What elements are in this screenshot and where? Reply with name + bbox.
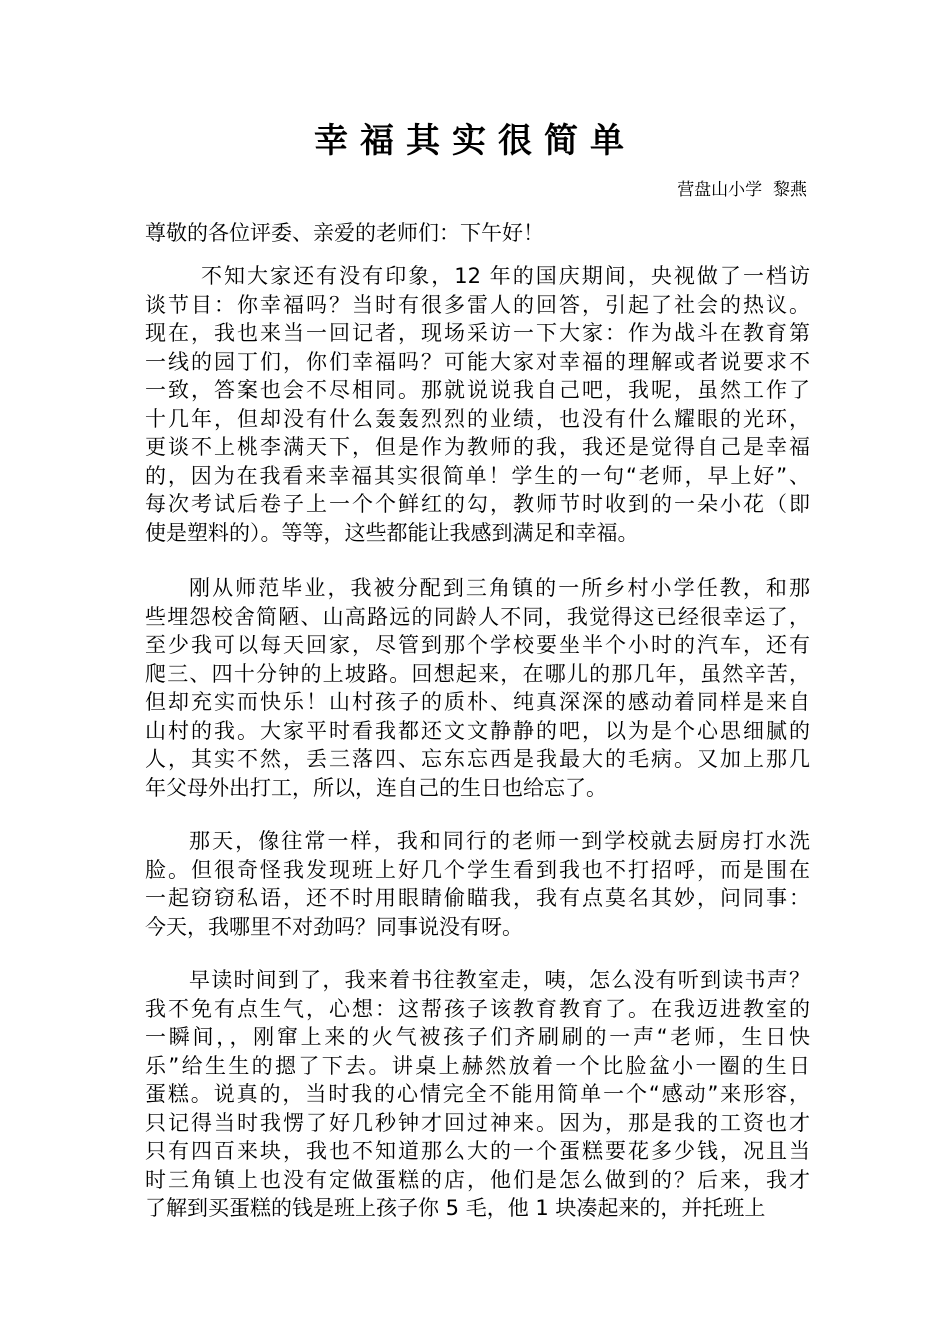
paragraph-line: 了解到买蛋糕的钱是班上孩子你 5 毛，他 1 块凑起来的，并托班上 xyxy=(145,1196,766,1220)
paragraph-3 xyxy=(145,827,810,941)
paragraph-line: 一起窃窃私语，还不时用眼睛偷瞄我，我有点莫名其妙，问同事： xyxy=(145,886,810,910)
paragraph-line: 谈节目：你幸福吗？当时有很多雷人的回答，引起了社会的热议。 xyxy=(145,292,810,317)
greeting: 尊敬的各位评委、亲爱的老师们：下午好！ xyxy=(145,221,544,245)
paragraph-line: 更谈不上桃李满天下，但是作为教师的我，我还是觉得自己是幸福 xyxy=(145,435,810,459)
paragraph-line: 一线的园丁们，你们幸福吗？可能大家对幸福的理解或者说要求不 xyxy=(145,349,810,374)
paragraph-line: 使是塑料的）。等等，这些都能让我感到满足和幸福。 xyxy=(145,520,639,545)
paragraph-line: 些埋怨校舍简陋、山高路远的同龄人不同，我觉得这已经很幸运了， xyxy=(145,604,810,629)
paragraph-line: 爬三、四十分钟的上坡路。回想起来，在哪儿的那几年，虽然辛苦， xyxy=(145,661,810,686)
paragraph-line: 脸。但很奇怪我发现班上好几个学生看到我也不打招呼，而是围在 xyxy=(145,857,810,882)
paragraph-1 xyxy=(145,262,810,547)
paragraph-line: 山村的我。大家平时看我都还文文静静的吧，以为是个心思细腻的 xyxy=(145,718,810,743)
paragraph-line: 但却充实而快乐！山村孩子的质朴、纯真深深的感动着同样是来自 xyxy=(145,690,810,714)
paragraph-line: 至少我可以每天回家，尽管到那个学校要坐半个小时的汽车，还有 xyxy=(145,633,810,657)
paragraph-line: 那天，像往常一样，我和同行的老师一到学校就去厨房打水洗 xyxy=(189,829,810,853)
paragraph-line: 一致，答案也会不尽相同。那就说说我自己吧，我呢，虽然工作了 xyxy=(145,378,810,402)
paragraph-line: 十几年，但却没有什么轰轰烈烈的业绩，也没有什么耀眼的光环， xyxy=(145,406,810,431)
paragraph-line: 不知大家还有没有印象，12 年的国庆期间，央视做了一档访 xyxy=(201,264,810,288)
author-line: 营盘山小学 黎燕 xyxy=(677,180,807,200)
paragraph-line: 每次考试后卷子上一个个鲜红的勾，教师节时收到的一朵小花（即 xyxy=(145,492,810,516)
paragraph-line: 乐”给生生的摁了下去。讲桌上赫然放着一个比脸盆小一圈的生日 xyxy=(145,1053,810,1078)
paragraph-line: 年父母外出打工，所以，连自己的生日也给忘了。 xyxy=(145,775,607,800)
paragraph-line: 早读时间到了，我来着书往教室走，咦，怎么没有听到读书声？ xyxy=(189,968,810,992)
paragraph-2 xyxy=(145,574,810,802)
paragraph-line: 蛋糕。说真的，当时我的心情完全不能用简单一个“感动”来形容， xyxy=(145,1082,810,1106)
paragraph-line: 刚从师范毕业，我被分配到三角镇的一所乡村小学任教，和那 xyxy=(189,576,810,600)
paragraph-line: 今天，我哪里不对劲吗？同事说没有呀。 xyxy=(145,914,523,939)
paragraph-line: 时三角镇上也没有定做蛋糕的店，他们是怎么做到的？后来，我才 xyxy=(145,1167,810,1192)
paragraph-line: 人，其实不然，丢三落四、忘东忘西是我最大的毛病。又加上那几 xyxy=(145,747,810,771)
paragraph-line: 我不免有点生气，心想：这帮孩子该教育教育了。在我迈进教室的 xyxy=(145,996,810,1021)
document-title: 幸福其实很简单 xyxy=(314,121,636,161)
paragraph-line: 只有四百来块，我也不知道那么大的一个蛋糕要花多少钱，况且当 xyxy=(145,1139,810,1163)
paragraph-line: 一瞬间，，刚窜上来的火气被孩子们齐刷刷的一声“老师，生日快 xyxy=(145,1025,810,1049)
paragraph-line: 只记得当时我愣了好几秒钟才回过神来。因为，那是我的工资也才 xyxy=(145,1110,810,1135)
paragraph-line: 现在，我也来当一回记者，现场采访一下大家：作为战斗在教育第 xyxy=(145,321,810,345)
paragraph-4 xyxy=(145,966,810,1223)
paragraph-line: 的，因为在我看来幸福其实很简单！学生的一句“老师，早上好”、 xyxy=(145,463,810,488)
